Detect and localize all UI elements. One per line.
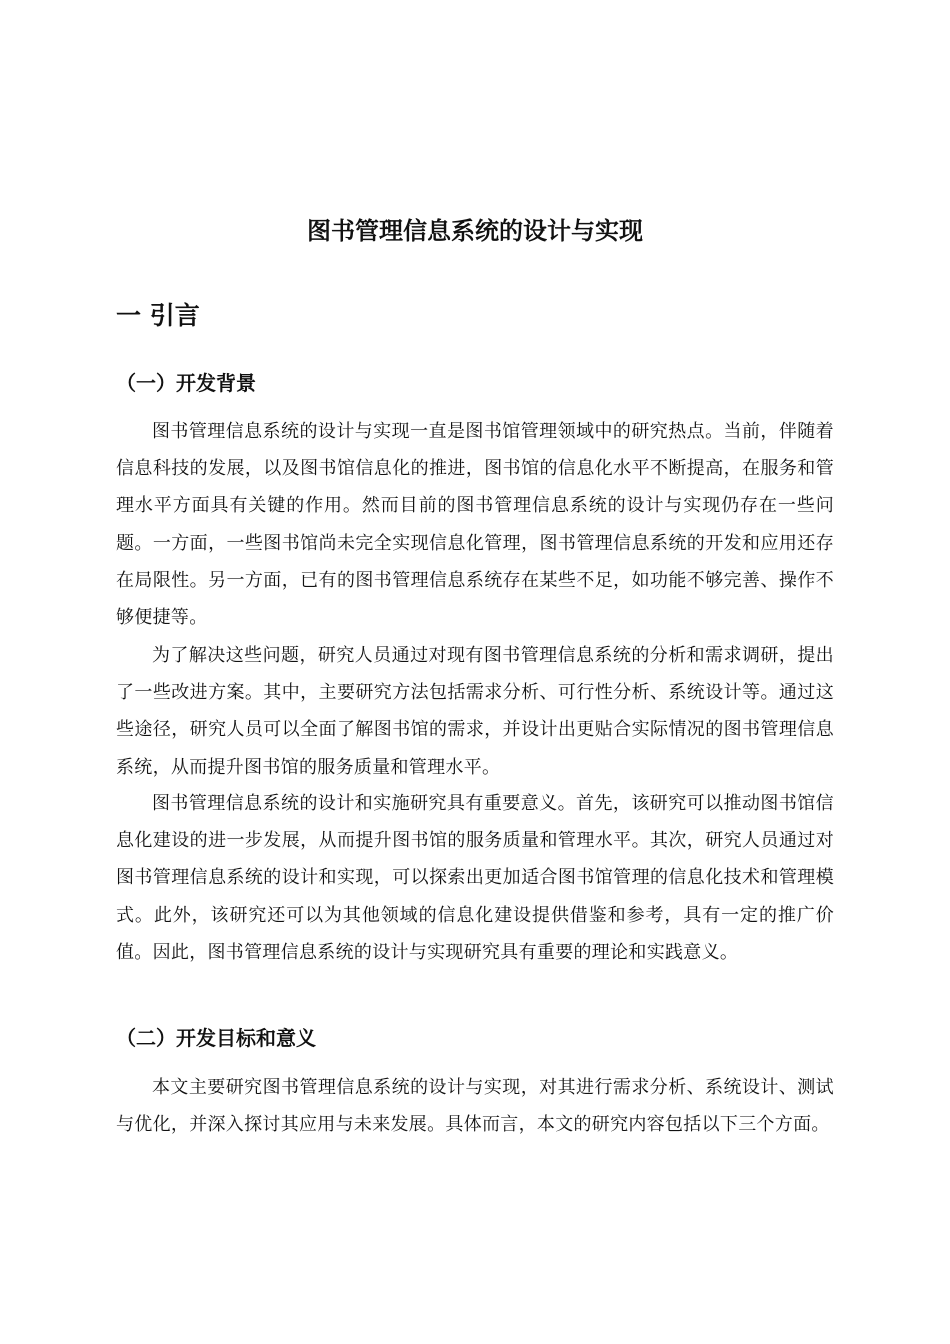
subsection-heading-goals: （二）开发目标和意义	[116, 1026, 316, 1050]
paragraph-background-3: 图书管理信息系统的设计和实施研究具有重要意义。首先，该研究可以推动图书馆信息化建设的进一步发展，从而提升图书馆的服务质量和管理水平。其次，研究人员通过对图书管理信息系统的设计和实现，可以探索出更加适合图书馆管理的信息化技术和管理模式。此外，该研究还可以为其他领域的信息化建设提供借鉴和参考，具有一定的推广价值。因此，图书管理信息系统的设计与实现研究具有重要的理论和实践意义。	[116, 793, 834, 963]
document-title: 图书管理信息系统的设计与实现	[307, 217, 643, 245]
paragraph-goals-1: 本文主要研究图书管理信息系统的设计与实现，对其进行需求分析、系统设计、测试与优化，并深入探讨其应用与未来发展。具体而言，本文的研究内容包括以下三个方面。	[116, 1077, 834, 1136]
section-heading-introduction: 一 引言	[116, 301, 200, 330]
paragraph-background-1: 图书管理信息系统的设计与实现一直是图书馆管理领域中的研究热点。当前，伴随着信息科技的发展，以及图书馆信息化的推进，图书馆的信息化水平不断提高，在服务和管理水平方面具有关键的作用。然而目前的图书管理信息系统的设计与实现仍存在一些问题。一方面，一些图书馆尚未完全实现信息化管理，图书管理信息系统的开发和应用还存在局限性。另一方面，已有的图书管理信息系统存在某些不足，如功能不够完善、操作不够便捷等。	[116, 421, 834, 629]
subsection-heading-background: （一）开发背景	[116, 371, 256, 395]
paragraph-background-2: 为了解决这些问题，研究人员通过对现有图书管理信息系统的分析和需求调研，提出了一些改进方案。其中，主要研究方法包括需求分析、可行性分析、系统设计等。通过这些途径，研究人员可以全面了解图书馆的需求，并设计出更贴合实际情况的图书管理信息系统，从而提升图书馆的服务质量和管理水平。	[116, 645, 834, 778]
